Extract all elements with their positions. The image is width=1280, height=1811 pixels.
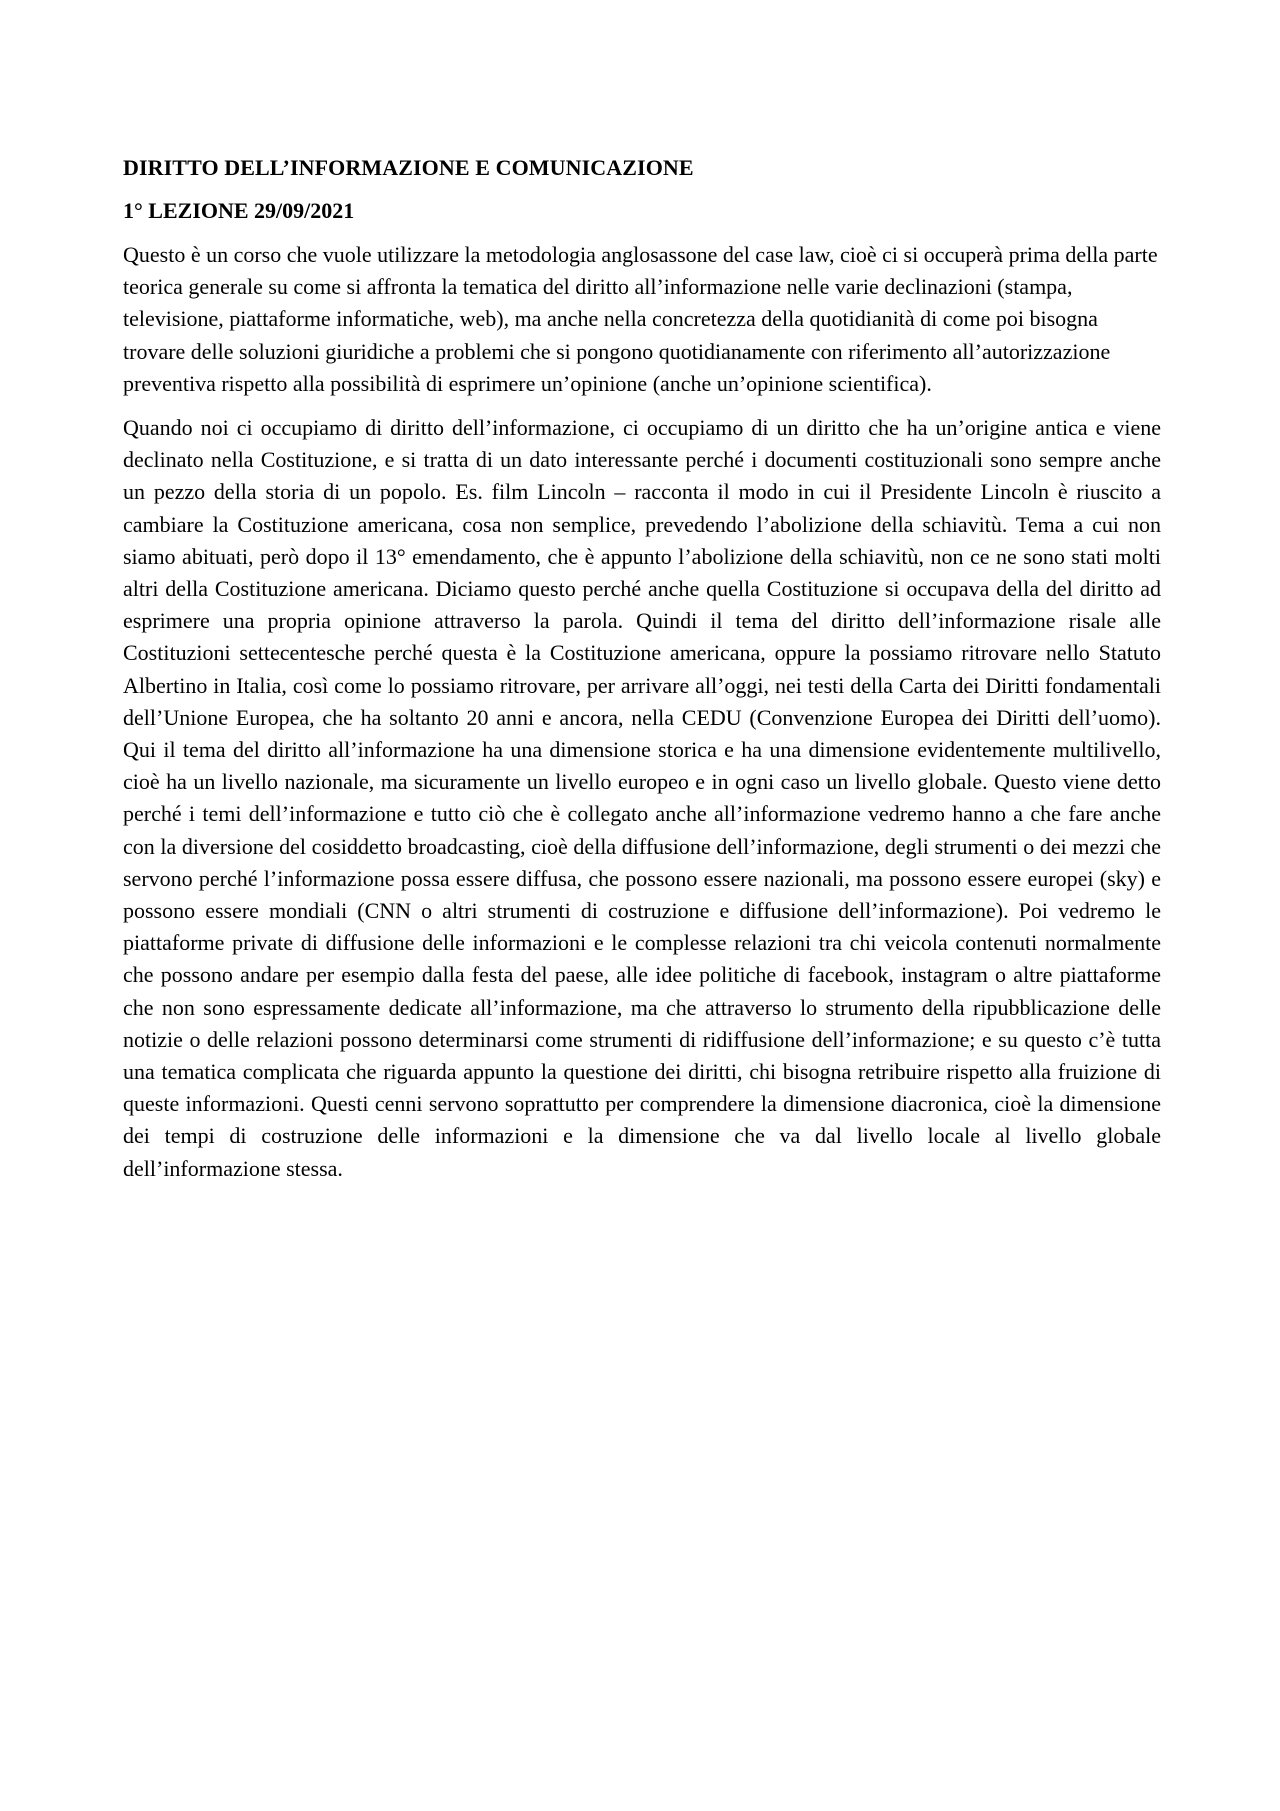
- paragraph-main: Quando noi ci occupiamo di diritto dell’informazione, ci occupiamo di un diritto che ha un’origine antica e viene declinato nella Costituzione, e si tratta di un dato interessante perché i documenti costituzionali sono sempre anche un pezzo della storia di un popolo. Es. film Lincoln – racconta il modo in cui il Presidente Lincoln è riuscito a cambiare la Costituzione americana, cosa non semplice, prevedendo l’abolizione della schiavitù. Tema a cui non siamo abituati, però dopo il 13° emendamento, che è appunto l’abolizione della schiavitù, non ce ne sono stati molti altri della Costituzione americana. Diciamo questo perché anche quella Costituzione si occupava della del diritto ad esprimere una propria opinione attraverso la parola. Quindi il tema del diritto dell’informazione risale alle Costituzioni settecentesche perché questa è la Costituzione americana, oppure la possiamo ritrovare nello Statuto Albertino in Italia, così come lo possiamo ritrovare, per arrivare all’oggi, nei testi della Carta dei Diritti fondamentali dell’Unione Europea, che ha soltanto 20 anni e ancora, nella CEDU (Convenzione Europea dei Diritti dell’uomo). Qui il tema del diritto all’informazione ha una dimensione storica e ha una dimensione evidentemente multilivello, cioè ha un livello nazionale, ma sicuramente un livello europeo e in ogni caso un livello globale. Questo viene detto perché i temi dell’informazione e tutto ciò che è collegato anche all’informazione vedremo hanno a che fare anche con la diversione del cosiddetto broadcasting, cioè della diffusione dell’informazione, degli strumenti o dei mezzi che servono perché l’informazione possa essere diffusa, che possono essere nazionali, ma possono essere europei (sky) e possono essere mondiali (CNN o altri strumenti di costruzione e diffusione dell’informazione). Poi vedremo le piattaforme private di diffusione delle informazioni e le complesse relazioni tra chi veicola contenuti normalmente che possono andare per esempio dalla festa del paese, alle idee politiche di facebook, instagram o altre piattaforme che non sono espressamente dedicate all’informazione, ma che attraverso lo strumento della ripubblicazione delle notizie o delle relazioni possono determinarsi come strumenti di ridiffusione dell’informazione; e su questo c’è tutta una tematica complicata che riguarda appunto la questione dei diritti, chi bisogna retribuire rispetto alla fruizione di queste informazioni. Questi cenni servono soprattutto per comprendere la dimensione diacronica, cioè la dimensione dei tempi di costruzione delle informazioni e la dimensione che va dal livello locale al livello globale dell’informazione stessa.: [123, 415, 1161, 1181]
- lesson-heading: 1° LEZIONE 29/09/2021: [123, 198, 355, 223]
- document-title: DIRITTO DELL’INFORMAZIONE E COMUNICAZIONE: [123, 155, 694, 180]
- paragraph-intro: Questo è un corso che vuole utilizzare la metodologia anglosassone del case law, cioè ci si occuperà prima della parte teorica generale su come si affronta la tematica del diritto all’informazione nelle varie declinazioni (stampa, televisione, piattaforme informatiche, web), ma anche nella concretezza della quotidianità di come poi bisogna trovare delle soluzioni giuridiche a problemi che si pongono quotidianamente con riferimento all’autorizzazione preventiva rispetto alla possibilità di esprimere un’opinione (anche un’opinione scientifica).: [123, 242, 1158, 396]
- document-body: [123, 152, 1161, 1197]
